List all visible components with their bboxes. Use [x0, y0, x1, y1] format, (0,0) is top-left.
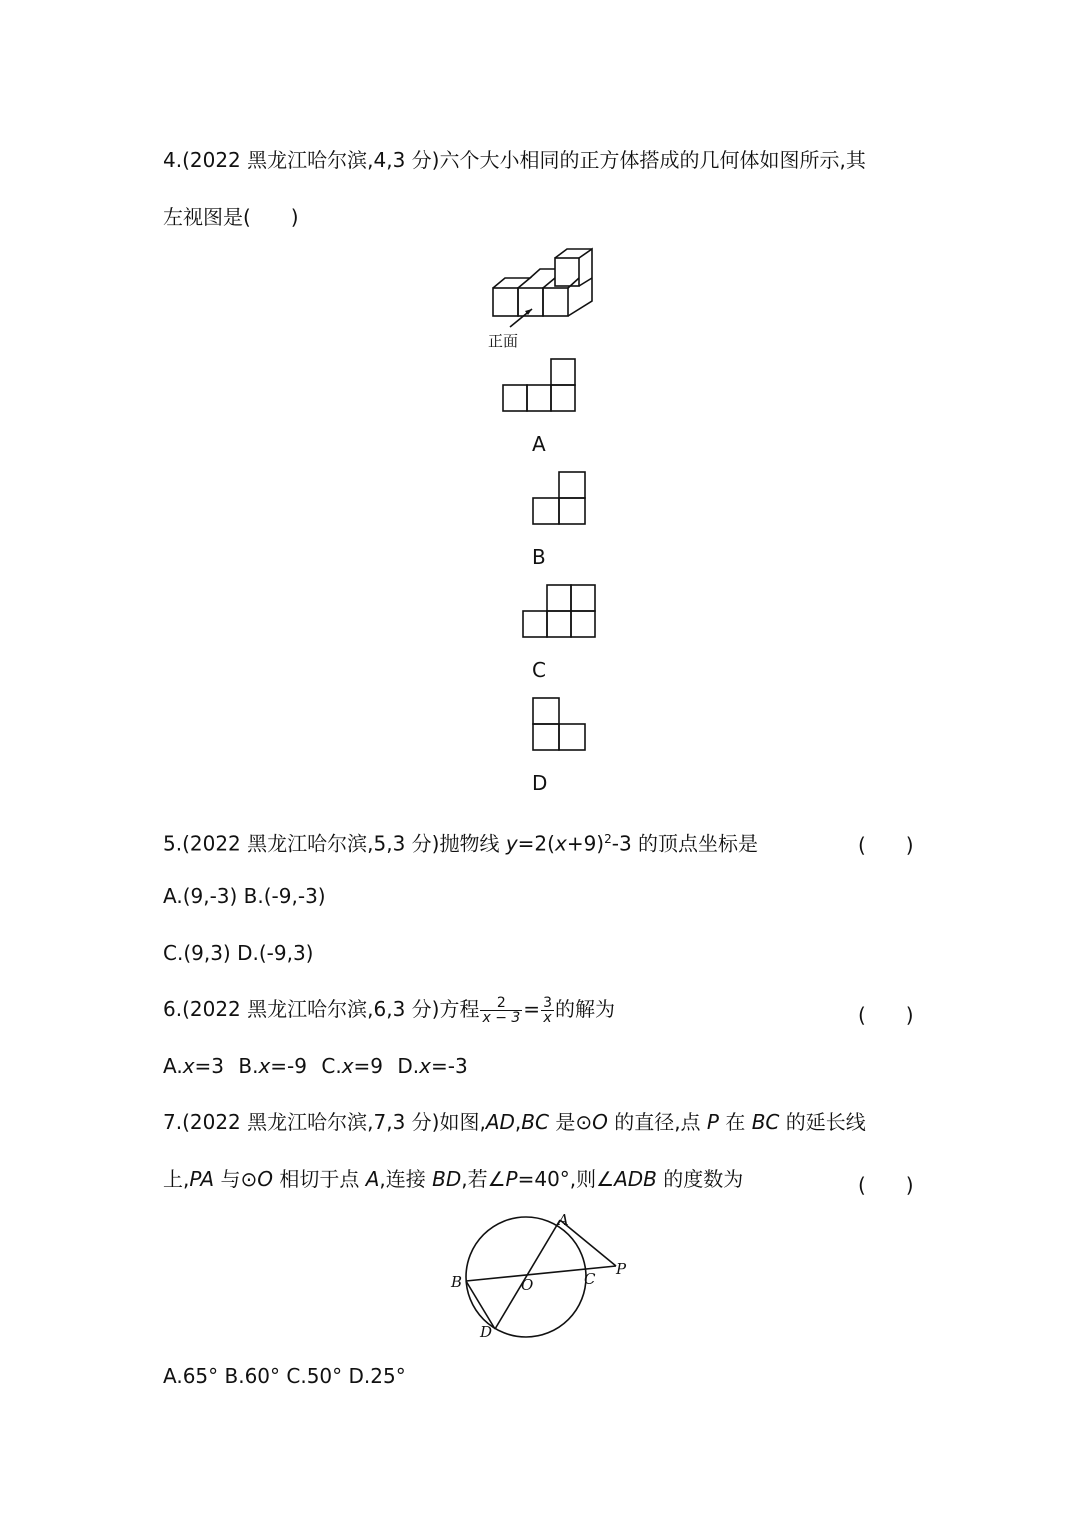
q6-text: 6.(2022 黑龙江哈尔滨,6,3 分)方程 $\frac{2}{x - 3}$ = $\frac{3}{x}$ 的解为	[163, 995, 615, 1026]
chord-bd	[466, 1281, 495, 1329]
q6-fraction-2: $\frac{3}{x}$	[543, 995, 552, 1026]
q7-text-line1: 7.(2022 黑龙江哈尔滨,7,3 分)如图,AD,BC 是⊙O 的直径,点 P 在 BC 的延长线	[163, 1110, 866, 1134]
q6-option-a[interactable]: A.x=3	[163, 1054, 225, 1078]
q4-option-a-figure	[502, 358, 582, 413]
q4-option-d-figure	[532, 697, 588, 752]
q6-options	[163, 1052, 468, 1080]
q5-answer-paren[interactable]: ( )	[858, 833, 914, 857]
q4-text-line1: 4.(2022 黑龙江哈尔滨,4,3 分)六个大小相同的正方体搭成的几何体如图所示,其	[163, 148, 866, 172]
label-b: B	[451, 1273, 463, 1291]
q5-options-line2: C.(9,3) D.(-9,3)	[163, 941, 314, 965]
q7-options: A.65° B.60° C.50° D.25°	[163, 1364, 406, 1388]
label-c: C	[584, 1270, 596, 1288]
q4-option-c-label[interactable]: C	[532, 658, 546, 682]
label-o: O	[521, 1276, 534, 1294]
q7-circle-figure	[440, 1205, 640, 1345]
q5-options-line1: A.(9,-3) B.(-9,-3)	[163, 884, 326, 908]
label-p: P	[616, 1260, 627, 1278]
q6-answer-paren[interactable]: ( )	[858, 1003, 914, 1027]
q7-answer-paren[interactable]: ( )	[858, 1173, 914, 1197]
q4-option-b-label[interactable]: B	[532, 545, 546, 569]
label-a: A	[558, 1211, 569, 1229]
q6-option-d[interactable]: D.x=-3	[397, 1054, 468, 1078]
q4-option-a-label[interactable]: A	[532, 432, 546, 456]
q4-text-line2: 左视图是( )	[163, 205, 299, 229]
q4-option-c-figure	[522, 584, 600, 639]
front-label: 正面	[488, 332, 519, 350]
q6-option-c[interactable]: C.x=9	[321, 1054, 384, 1078]
q4-cube-figure	[480, 245, 610, 355]
q4-option-d-label[interactable]: D	[532, 771, 548, 795]
q6-fraction-1: $\frac{2}{x - 3}$	[482, 995, 521, 1026]
label-d: D	[480, 1323, 493, 1341]
q4-option-b-figure	[532, 471, 588, 526]
q6-option-b[interactable]: B.x=-9	[238, 1054, 307, 1078]
q7-text-line2: 上,PA 与⊙O 相切于点 A,连接 BD,若∠P=40°,则∠ADB 的度数为	[163, 1167, 744, 1191]
q5-text: 5.(2022 黑龙江哈尔滨,5,3 分)抛物线 $y=2(x+9)^2-3$ 的顶点坐标是	[163, 831, 759, 856]
